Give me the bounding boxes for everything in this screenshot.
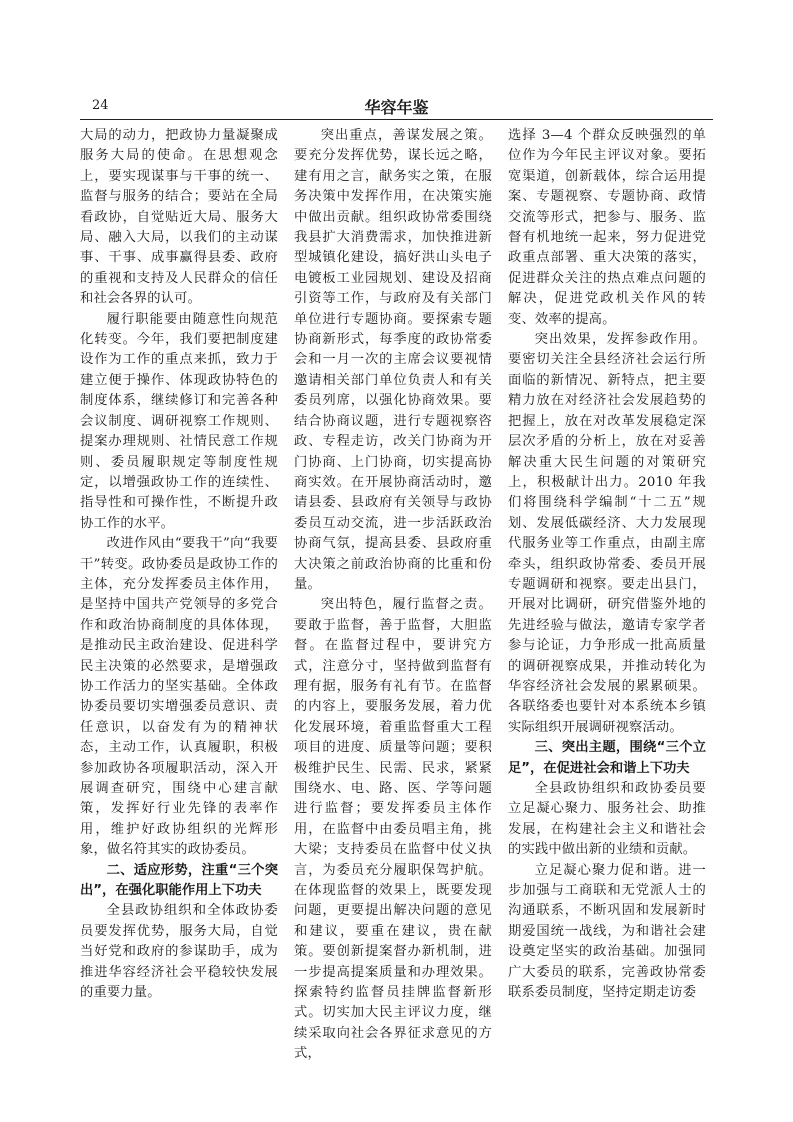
- paragraph: 大局的动力，把政协力量凝聚成服务大局的使命。在思想观念上，要实现谋事与干事的统一、监督与服务的结合；要站在全局看政协，自觉贴近大局、服务大局、融入大局，以我们的主动谋事、干事、成事赢得县委、政府的重视和支持及人民群众的信任和社会各界的认可。: [80, 128, 278, 307]
- paragraph: 履行职能要由随意性向规范化转变。今年，我们要把制度建设作为工作的重点来抓，致力于建立便于操作、体现政协特色的制度体系，继续修订和完善各种会议制度、调研视察工作规则、提案办理规则、社情民意工作规则、委员履职规定等制度性规定，以增强政协工作的连续性、指导性和可操作性，不断提升政协工作的水平。: [80, 311, 278, 531]
- section-heading-3: 三、突出主题，围绕“三个立足”，在促进社会和谐上下功夫: [508, 740, 706, 776]
- article-body: [80, 126, 720, 1076]
- header-rule: [80, 119, 713, 120]
- text-column-2: [294, 126, 492, 1076]
- paragraph: 全县政协组织和政协委员要立足凝心聚力、服务社会、助推发展，在构建社会主义和谐社会的实践中做出新的业绩和贡献。: [508, 781, 706, 858]
- paragraph: 突出特色，履行监督之责。要敢于监督，善于监督，大胆监督。在监督过程中，要讲究方式，注意分寸，坚持做到监督有理有据，服务有礼有节。在监督的内容上，要服务发展，着力优化发展环境，着重监督重大工程项目的进度、质量等问题；要积极维护民生、民需、民求，紧紧围绕水、电、路、医、学等问题进行监督；要发挥委员主体作用，在监督中由委员唱主角，挑大梁；支持委员在监督中仗义执言，为委员充分履职保驾护航。在体现监督的效果上，既要发现问题，更要提出解决问题的意见和建议，要重在建议，贵在献策。要创新提案督办新机制，进一步提高提案质量和办理效果。探索特约监督员挂牌监督新形式。切实加大民主评议力度，继续采取向社会各界征求意见的方式，: [294, 597, 492, 1062]
- running-title: 华容年鉴: [364, 98, 429, 117]
- paragraph: 突出效果，发挥参政作用。要密切关注全县经济社会运行所面临的新情况、新特点，把主要精力放在对经济社会发展趋势的把握上，放在对改革发展稳定深层次矛盾的分析上，放在对妥善解决重大民生问题的对策研究上，积极献计出力。2010 年我们将围绕科学编制“十二五”规划、发展低碳经济、大力发展现代服务业等工作重点，由副主席牵头，组织政协常委、委员开展专题调研和视察。要走出县门，开展对比调研，研究借鉴外地的先进经验与做法，邀请专家学者参与论证，力争形成一批高质量的调研视察成果，并推动转化为华容经济社会发展的累累硕果。各联络委也要针对本系统本乡镇实际组织开展调研视察活动。: [508, 332, 706, 735]
- paragraph: 突出重点，善谋发展之策。要充分发挥优势，谋长远之略，建有用之言，献务实之策，在服务决策中发挥作用，在决策实施中做出贡献。组织政协常委围绕我县扩大消费需求，加快推进新型城镇化建设，搞好洪山头电子电镀板工业园规划、建设及招商引资等工作，与政府及有关部门单位进行专题协商。要探索专题协商新形式，每季度的政协常委会和一月一次的主席会议要视情邀请相关部门单位负责人和有关委员列席，以强化协商效果。要结合协商议题，进行专题视察咨政、专程走访，改关门协商为开门协商、上门协商，切实提高协商实效。在开展协商活动时，邀请县委、县政府有关领导与政协委员互动交流，进一步活跃政治协商气氛，提高县委、县政府重大决策之前政治协商的比重和份量。: [294, 128, 492, 592]
- text-column-3: [508, 126, 706, 1076]
- paragraph: 改进作风由“要我干”向“我要干”转变。政协委员是政协工作的主体，充分发挥委员主体作用，是坚持中国共产党领导的多党合作和政治协商制度的具体体现，是推动民主政治建设、促进科学民主决策的必然要求，是增强政协工作活力的坚实基础。全体政协委员要切实增强委员意识、责任意识，以奋发有为的精神状态，主动工作，认真履职，积极参加政协各项履职活动，深入开展调查研究，围绕中心建言献策，发挥好行业先锋的表率作用，维护好政协组织的光辉形象，做名符其实的政协委员。: [80, 536, 278, 858]
- paragraph: 全县政协组织和全体政协委员要发挥优势，服务大局，自觉当好党和政府的参谋助手，成为推进华容经济社会平稳较快发展的重要力量。: [80, 903, 278, 1001]
- section-heading-2: 二、适应形势，注重“三个突出”，在强化职能作用上下功夫: [80, 862, 278, 899]
- paragraph: 选择 3—4 个群众反映强烈的单位作为今年民主评议对象。要拓宽渠道，创新载体，综合运用提案、专题视察、专题协商、政情交流等形式，把参与、服务、监督有机地统一起来，努力促进党政重点部署、重大决策的落实，促进群众关注的热点难点问题的解决，促进党政机关作风的转变、效率的提高。: [508, 128, 706, 327]
- paragraph: 立足凝心聚力促和谐。进一步加强与工商联和无党派人士的沟通联系，不断巩固和发展新时期爱国统一战线，为和谐社会建设奠定坚实的政治基础。加强同广大委员的联系，完善政协常委联系委员制度，坚持定期走访委: [508, 862, 706, 1001]
- text-column-1: [80, 126, 278, 1076]
- page-number: 24: [92, 98, 109, 113]
